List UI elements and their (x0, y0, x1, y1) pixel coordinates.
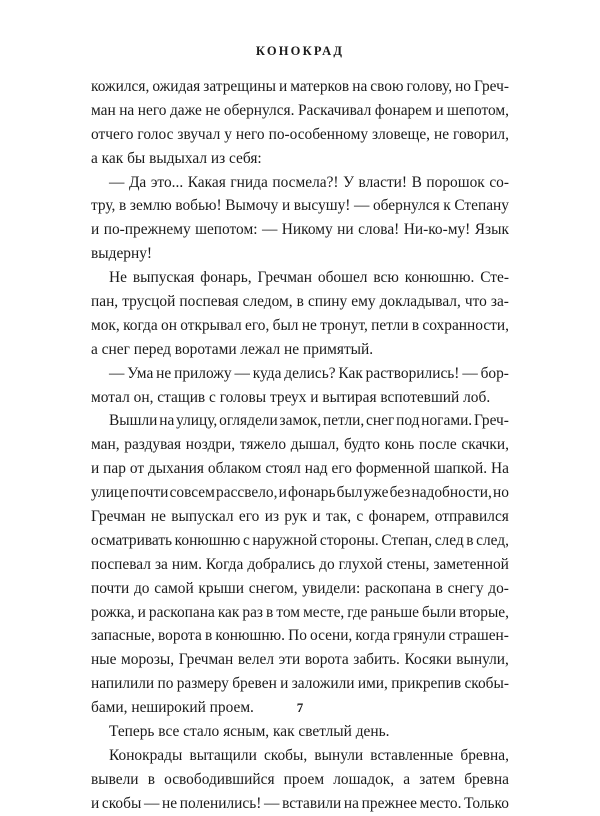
page-number: 7 (296, 700, 304, 715)
text-line: и пар от дыхания облаком стоял над его форменной шапкой. На (91, 460, 509, 478)
text-line: напилили по размеру бревен и заложили ими, прикрепив скобы- (91, 675, 509, 693)
text-line: запасные, ворота в конюшню. По осени, когда грянули страшен- (91, 627, 509, 645)
text-line: Вышли на улицу, оглядели замок, петли, снег под ногами. Греч- (109, 412, 509, 430)
text-line: — Да это... Какая гнида посмела?! У власти! В порошок со- (109, 173, 509, 191)
text-line: — Ума не приложу — куда делись? Как растворились! — бор- (109, 364, 509, 382)
text-line: Гречман не выпускал его из рук и так, с фонарем, отправился (91, 508, 509, 526)
text-line: тру, в землю вобью! Вымочу и высушу! — обернулся к Степану (91, 197, 509, 215)
text-line: поспевал за ним. Когда добрались до глухой стены, заметенной (91, 555, 509, 573)
text-line: и по-прежнему шепотом: — Никому ни слова! Ни-ко-му! Язык (91, 221, 509, 239)
text-line: ные морозы, Гречман велел эти ворота забить. Косяки вынули, (91, 651, 509, 669)
text-line: осматривать конюшню с наружной стороны. Степан, след в след, (91, 531, 509, 549)
text-line: а снег перед воротами лежал не примятый. (91, 340, 374, 358)
text-line: ман на него даже не обернулся. Раскачивал фонарем и шепотом, (91, 101, 509, 119)
text-line: мок, когда он открывал его, был не тронут, петли в сохранности, (91, 316, 509, 334)
text-line: а как бы выдыхал из себя: (91, 149, 262, 167)
text-line: кожился, ожидая затрещины и матерков на свою голову, но Греч- (91, 78, 509, 95)
text-line: улице почти совсем рассвело, и фонарь был уже без надобности, но (91, 484, 509, 502)
text-line: Не выпуская фонарь, Гречман обошел всю конюшню. Сте- (109, 269, 509, 287)
text-line: почти до самой крыши снегом, увидели: раскопана в снегу до- (91, 579, 509, 597)
text-line: бами, неширокий проем. (91, 699, 254, 717)
text-line: отчего голос звучал у него по-особенному зловеще, не говорил, (91, 125, 509, 143)
text-line: Теперь все стало ясным, как светлый день. (109, 723, 390, 741)
text-line: мотал он, стащив с головы треух и вытирая вспотевший лоб. (91, 388, 491, 406)
text-line: и скобы — не поленились! — вставили на прежнее место. Только (91, 794, 509, 812)
text-line: ман, раздувая ноздри, тяжело дышал, будто конь после скачки, (91, 436, 509, 454)
text-line: вывели в освободившийся проем лошадок, а затем бревна (91, 770, 509, 788)
text-line: пан, трусцой поспевая следом, в спину ему докладывал, что за- (91, 293, 509, 311)
text-line: Конокрады вытащили скобы, вынули вставленные бревна, (109, 746, 509, 764)
text-line: рожка, и раскопана как раз в том месте, где раньше были вторые, (91, 603, 509, 621)
text-line: выдерну! (91, 245, 153, 263)
running-title: КОНОКРАД (255, 44, 345, 58)
